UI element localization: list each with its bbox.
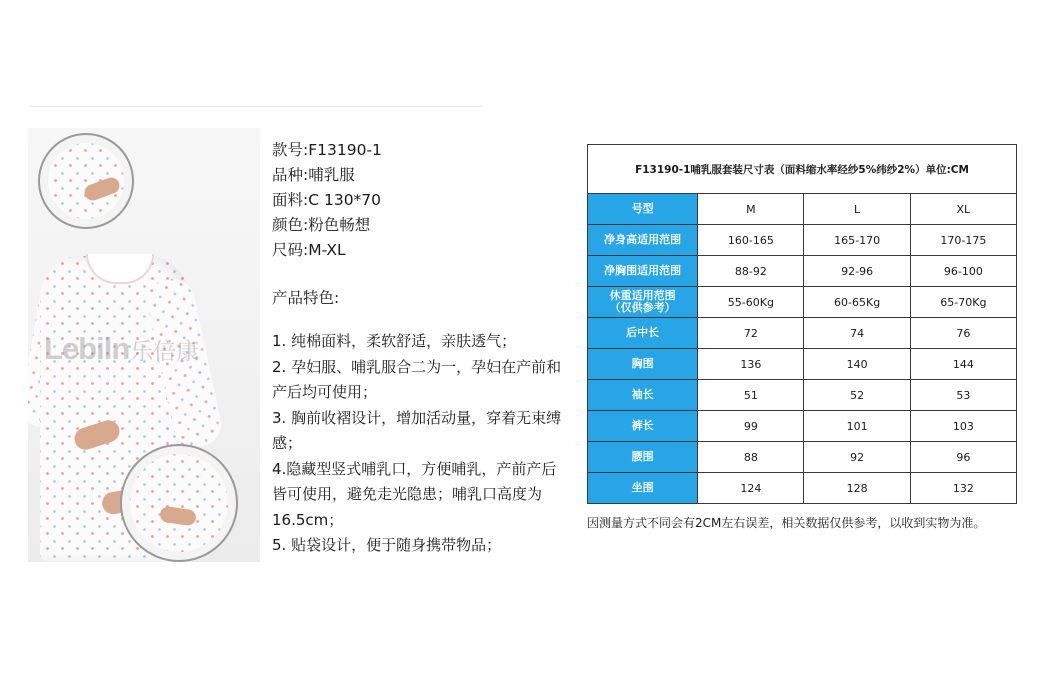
row-header (588, 287, 698, 318)
spec-style-number: 款号:F13190-1 (272, 141, 382, 159)
table-cell: 72 (698, 318, 804, 349)
table-cell: 52 (804, 380, 910, 411)
table-cell: 92-96 (804, 256, 910, 287)
table-cell: 136 (698, 349, 804, 380)
feature-item: 3. 胸前收褶设计，增加活动量，穿着无束缚感； (272, 408, 562, 452)
inset-fabric (130, 454, 228, 552)
table-cell: 96 (910, 442, 1016, 473)
table-cell: 92 (804, 442, 910, 473)
row-header: 胸围 (588, 349, 698, 380)
features-heading: 产品特色: (272, 289, 340, 307)
table-cell: 160-165 (698, 225, 804, 256)
spec-fabric: 面料:C 130*70 (272, 191, 382, 209)
row-header: 裤长 (588, 411, 698, 442)
size-column-header: M (698, 194, 804, 225)
spec-color: 颜色:粉色畅想 (272, 216, 371, 234)
table-cell: 88-92 (698, 256, 804, 287)
table-row (588, 380, 1017, 411)
table-cell: 51 (698, 380, 804, 411)
table-cell: 124 (698, 473, 804, 504)
table-cell: 53 (910, 380, 1016, 411)
table-cell: 128 (804, 473, 910, 504)
row-header: 号型 (588, 194, 698, 225)
table-row (588, 287, 1017, 318)
row-header-sublabel: （仅供参考） (609, 301, 676, 314)
features-list (272, 329, 562, 559)
brand-watermark: Lebiln乐倍康 (44, 331, 200, 366)
table-cell: 101 (804, 411, 910, 442)
detail-inset-pocket (120, 444, 238, 562)
table-cell: 74 (804, 318, 910, 349)
detail-inset-top (38, 133, 134, 229)
row-header-label: 休重适用范围 (609, 289, 676, 302)
table-cell: 76 (910, 318, 1016, 349)
table-row (588, 411, 1017, 442)
row-header: 净身高适用范围 (588, 225, 698, 256)
table-row (588, 473, 1017, 504)
table-title-row (588, 145, 1017, 194)
table-cell: 170-175 (910, 225, 1016, 256)
top-divider (30, 106, 482, 107)
feature-item: 2. 孕妇服、哺乳服合二为一，孕妇在产前和产后均可使用； (272, 357, 562, 401)
size-chart-title: F13190-1哺乳服套装尺寸表（面料缩水率经纱5%纬纱2%）单位:CM (588, 145, 1017, 194)
table-cell: 96-100 (910, 256, 1016, 287)
feature-item: 5. 贴袋设计，便于随身携带物品； (272, 536, 502, 554)
table-cell: 65-70Kg (910, 287, 1016, 318)
table-row (588, 225, 1017, 256)
table-row (588, 318, 1017, 349)
table-row (588, 349, 1017, 380)
table-cell: 55-60Kg (698, 287, 804, 318)
product-specs (272, 138, 562, 263)
spec-category: 品种:哺乳服 (272, 166, 355, 184)
feature-item: 4.隐藏型竖式哺乳口，方便哺乳，产前产后皆可使用，避免走光隐患；哺乳口高度为16.5cm； (272, 459, 557, 529)
row-header: 袖长 (588, 380, 698, 411)
row-header: 净胸围适用范围 (588, 256, 698, 287)
size-column-header: XL (910, 194, 1016, 225)
spec-size-range: 尺码:M-XL (272, 241, 346, 259)
product-photo (28, 128, 260, 562)
table-row (588, 256, 1017, 287)
measurement-note: 因测量方式不同会有2CM左右误差，相关数据仅供参考，以收到实物为准。 (587, 516, 986, 530)
table-cell: 60-65Kg (804, 287, 910, 318)
table-cell: 165-170 (804, 225, 910, 256)
feature-item: 1. 纯棉面料，柔软舒适，亲肤透气； (272, 332, 517, 350)
table-row (588, 442, 1017, 473)
row-header: 后中长 (588, 318, 698, 349)
size-chart-table (587, 144, 1017, 504)
table-cell: 99 (698, 411, 804, 442)
table-header-row (588, 194, 1017, 225)
table-cell: 88 (698, 442, 804, 473)
table-cell: 132 (910, 473, 1016, 504)
table-cell: 144 (910, 349, 1016, 380)
row-header: 腰围 (588, 442, 698, 473)
table-cell: 140 (804, 349, 910, 380)
row-header: 坐围 (588, 473, 698, 504)
table-cell: 103 (910, 411, 1016, 442)
size-column-header: L (804, 194, 910, 225)
